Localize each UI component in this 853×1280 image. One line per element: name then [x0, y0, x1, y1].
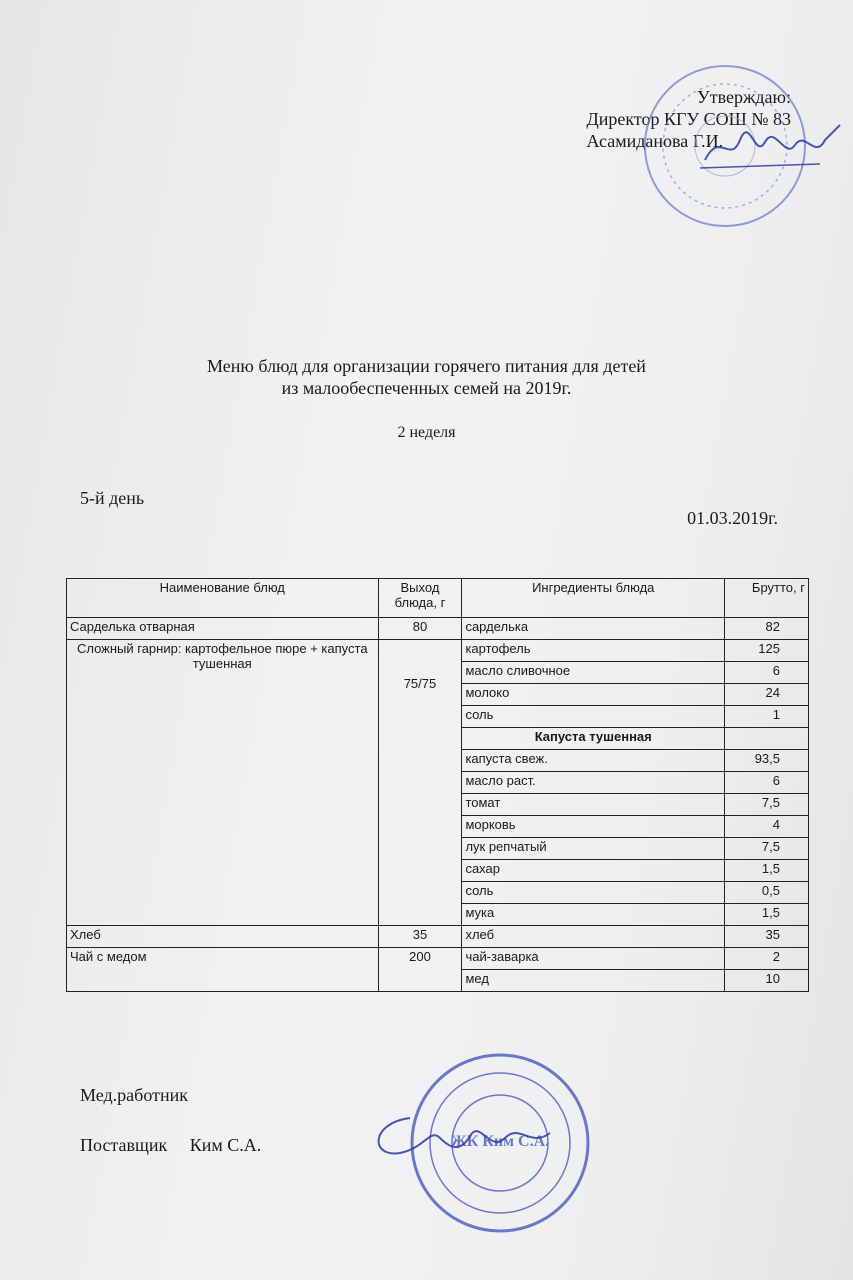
header-dish: Наименование блюд — [67, 579, 379, 618]
ingredient-name: лук репчатый — [462, 838, 725, 860]
dish-yield: 35 — [378, 926, 462, 948]
svg-text:ЖК Ким С.А.: ЖК Ким С.А. — [450, 1133, 550, 1150]
medic-label: Мед.работник — [80, 1085, 188, 1105]
date-label: 01.03.2019г. — [687, 508, 778, 528]
dish-name: Сарделька отварная — [67, 618, 379, 640]
director-signature — [700, 120, 850, 180]
ingredient-name: морковь — [462, 816, 725, 838]
week-label: 2 неделя — [397, 424, 456, 441]
ingredient-brutto: 1,5 — [725, 904, 809, 926]
approval-label: Утверждаю: — [696, 87, 791, 107]
dish-name: Чай с медом — [67, 948, 379, 992]
table-row — [67, 948, 809, 970]
ingredient-name: мед — [462, 970, 725, 992]
ingredient-brutto: 125 — [725, 640, 809, 662]
ingredient-brutto — [725, 728, 809, 750]
ingredient-brutto: 35 — [725, 926, 809, 948]
table-row — [67, 926, 809, 948]
ingredient-subheading: Капуста тушенная — [462, 728, 725, 750]
ingredient-brutto: 24 — [725, 684, 809, 706]
supplier-name: Ким С.А. — [189, 1135, 262, 1155]
ingredient-brutto: 6 — [725, 662, 809, 684]
header-yield: Выход блюда, г — [378, 579, 462, 618]
menu-table — [66, 578, 809, 992]
dish-name: Хлеб — [67, 926, 379, 948]
header-brutto: Брутто, г — [725, 579, 809, 618]
ingredient-name: масло сливочное — [462, 662, 725, 684]
ingredient-brutto: 4 — [725, 816, 809, 838]
ingredient-brutto: 7,5 — [725, 838, 809, 860]
ingredient-brutto: 93,5 — [725, 750, 809, 772]
supplier-signature — [370, 1108, 570, 1168]
dish-yield: 200 — [378, 948, 462, 992]
supplier-line — [80, 1135, 279, 1156]
ingredient-brutto: 1,5 — [725, 860, 809, 882]
ingredient-name: мука — [462, 904, 725, 926]
ingredient-brutto: 0,5 — [725, 882, 809, 904]
table-header-row — [67, 579, 809, 618]
header-ingredients: Ингредиенты блюда — [462, 579, 725, 618]
supplier-label: Поставщик — [80, 1135, 168, 1155]
ingredient-brutto: 82 — [725, 618, 809, 640]
dish-name: Сложный гарнир: картофельное пюре + капуста тушенная — [67, 640, 379, 926]
title-line-1: Меню блюд для организации горячего питания для детей — [207, 356, 646, 376]
ingredient-brutto: 2 — [725, 948, 809, 970]
table-row — [67, 618, 809, 640]
ingredient-name: масло раст. — [462, 772, 725, 794]
dish-yield: 80 — [378, 618, 462, 640]
ingredient-name: томат — [462, 794, 725, 816]
ingredient-name: сахар — [462, 860, 725, 882]
table-row — [67, 640, 809, 662]
ingredient-name: чай-заварка — [462, 948, 725, 970]
ingredient-brutto: 6 — [725, 772, 809, 794]
approval-position: Директор КГУ СОШ № 83 — [586, 109, 791, 129]
dish-yield: 75/75 — [378, 640, 462, 926]
ingredient-name: сарделька — [462, 618, 725, 640]
approval-name: Асамиданова Г.И. — [586, 131, 724, 151]
ingredient-brutto: 7,5 — [725, 794, 809, 816]
ingredient-brutto: 10 — [725, 970, 809, 992]
ingredient-name: соль — [462, 706, 725, 728]
ingredient-name: молоко — [462, 684, 725, 706]
ingredient-name: картофель — [462, 640, 725, 662]
document-title — [0, 355, 853, 399]
day-label: 5-й день — [80, 488, 145, 508]
title-line-2: из малообеспеченных семей на 2019г. — [281, 378, 572, 398]
ingredient-brutto: 1 — [725, 706, 809, 728]
ingredient-name: капуста свеж. — [462, 750, 725, 772]
ingredient-name: соль — [462, 882, 725, 904]
ingredient-name: хлеб — [462, 926, 725, 948]
